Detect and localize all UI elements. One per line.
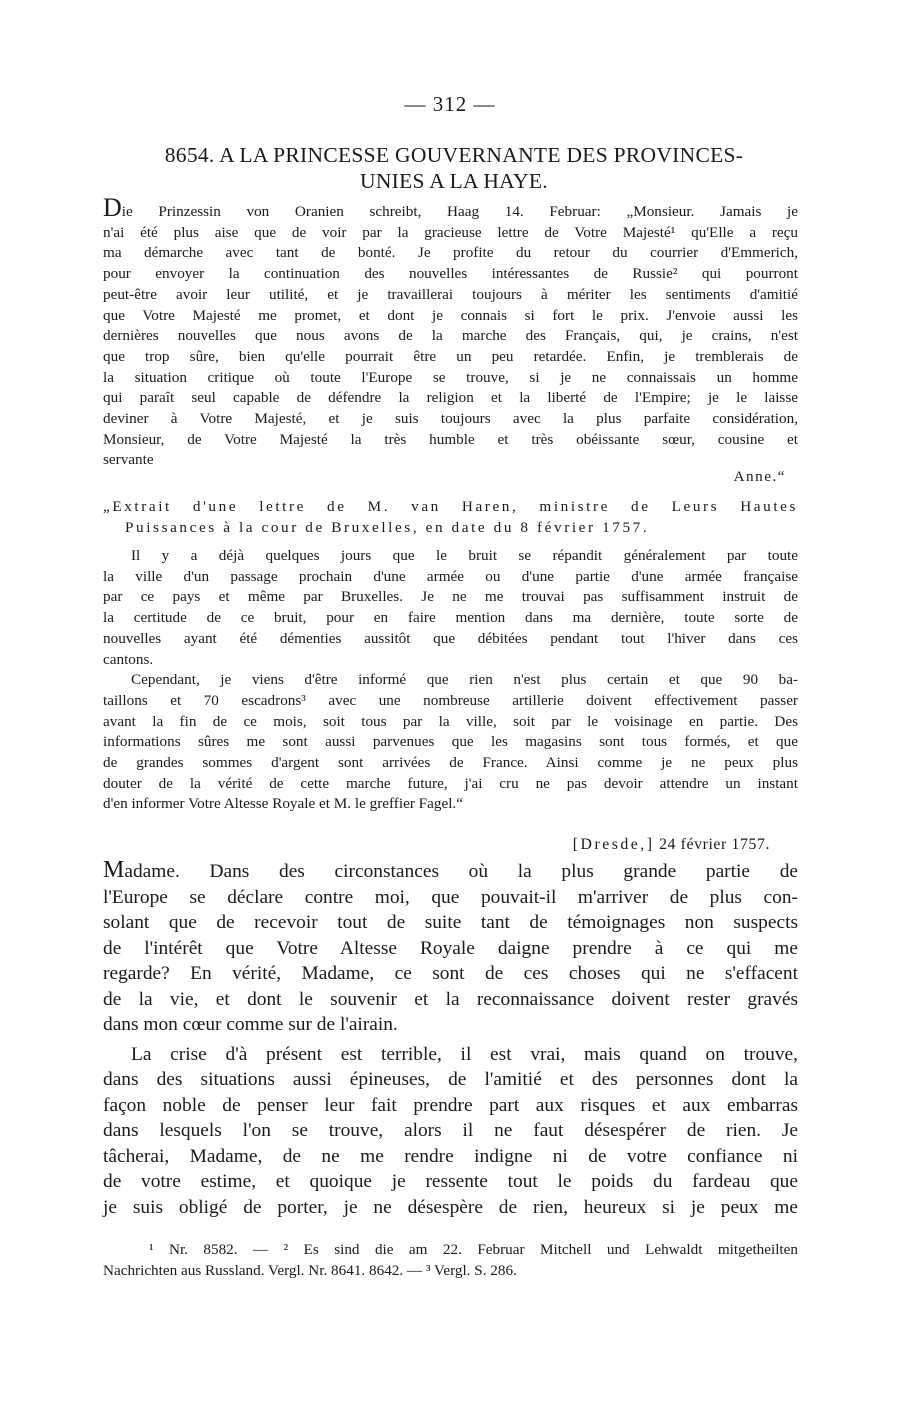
intro-last-line: servante <box>103 451 154 469</box>
extract-line: taillons et 70 escadrons³ avec une nombreuse artillerie doivent effectivement passer <box>103 691 798 709</box>
intro-line: la situation critique où toute l'Europe se trouve, si je ne connaissais un homme <box>103 368 798 386</box>
extract-line: douter de la vérité de cette marche future, j'ai cru ne pas devoir attendre un instant <box>103 774 798 792</box>
extract-title-line-2: Puissances à la cour de Bruxelles, en date du 8 février 1757. <box>125 519 650 536</box>
intro-dropcap: D <box>103 193 122 222</box>
page-number: — 312 — <box>404 92 496 116</box>
extract-line: de grandes sommes d'argent sont arrivées de France. Ainsi comme je ne peux plus <box>103 754 798 772</box>
letter-line: dans lesquels l'on se trouve, alors il ne faut désespérer de rien. Je <box>103 1120 798 1141</box>
letter-line: tâcherai, Madame, de ne me rendre indigne ni de votre confiance ni <box>103 1145 798 1167</box>
extract-line: informations sûres me sont aussi parvenues que les magasins sont tous formés, et que <box>103 733 798 751</box>
heading-line-2: UNIES A LA HAYE. <box>360 169 548 193</box>
letter-line: dans mon cœur comme sur de l'airain. <box>103 1014 398 1035</box>
extract-line: Il y a déjà quelques jours que le bruit se répandit généralement par toute <box>131 547 798 564</box>
letter-line: solant que de recevoir tout de suite tant de témoignages non suspects <box>103 912 798 933</box>
heading-line-1: 8654. A LA PRINCESSE GOUVERNANTE DES PROVINCES- <box>164 143 744 167</box>
extract-title-line-1: „Extrait d'une lettre de M. van Haren, ministre de Leurs Hautes <box>103 498 798 515</box>
extract-line: la certitude de ce bruit, pour en faire mention dans ma dernière, toute sorte de <box>103 609 798 627</box>
extract-line: Cependant, je viens d'être informé que rien n'est plus certain et que 90 ba- <box>131 671 798 689</box>
extract-line: la ville d'un passage prochain d'une armée ou d'une partie d'une armée française <box>103 567 798 585</box>
intro-line: dernières nouvelles que nous avons de la marche des Français, qui, je crains, n'est <box>103 327 798 345</box>
intro-line: peut-être avoir leur utilité, et je travaillerai toujours à mériter les sentiments d'amitié <box>103 285 798 303</box>
extract-title <box>103 496 798 538</box>
letter-line: de la vie, et dont le souvenir et la reconnaissance doivent rester gravés <box>103 988 798 1010</box>
extract-line: avant la fin de ce mois, soit tous par la ville, soit par le voisinage en partie. Des <box>103 712 798 730</box>
footnote-line-2: Nachrichten aus Russland. Vergl. Nr. 8641. 8642. — ³ Vergl. S. 286. <box>103 1261 517 1279</box>
intro-line: que Votre Majesté me promet, et dont je connais si fort le prix. J'envoie aussi les <box>103 306 798 324</box>
footnotes <box>103 1240 798 1281</box>
intro-line: n'ai été plus aise que de voir par la gracieuse lettre de Votre Majesté¹ qu'Elle a reçu <box>103 223 798 241</box>
letter-line: l'Europe se déclare contre moi, que pouvait-il m'arriver de plus con- <box>103 886 798 908</box>
footnote-line-1: ¹ Nr. 8582. — ² Es sind die am 22. Februar Mitchell und Lehwaldt mitgetheilten <box>149 1241 798 1258</box>
letter-body <box>103 858 798 1220</box>
letter-line: de l'intérêt que Votre Altesse Royale daigne prendre à ce qui me <box>103 937 798 959</box>
intro-line: qui paraît seul capable de défendre la religion et la liberté de l'Empire; je le laisse <box>103 389 798 407</box>
dateline-date: 24 février 1757. <box>659 836 770 853</box>
letter-line: La crise d'à présent est terrible, il est vrai, mais quand on trouve, <box>131 1043 798 1065</box>
signature: Anne.“ <box>733 468 786 486</box>
extract-body <box>103 546 798 815</box>
letter-line: Madame. Dans des circonstances où la plus grande partie de <box>103 857 798 883</box>
intro-line: Die Prinzessin von Oranien schreibt, Haag 14. Februar: „Monsieur. Jamais je <box>103 193 798 222</box>
intro-line: pour envoyer la continuation des nouvelles intéressantes de Russie² qui pourront <box>103 265 798 283</box>
letter-line: je suis obligé de porter, je ne désespère de rien, heureux si je peux me <box>103 1196 798 1218</box>
intro-line: que trop sûre, bien qu'elle pourrait être un peu retardée. Enfin, je tremblerais de <box>103 347 798 365</box>
letter-initial: M <box>103 857 125 883</box>
letter-line: dans des situations aussi épineuses, de l'amitié et des personnes dont la <box>103 1069 798 1090</box>
intro-line: Monsieur, de Votre Majesté la très humble et très obéissante sœur, cousine et <box>103 430 798 448</box>
intro-line: ma démarche avec tant de bonté. Je profite du retour du courrier d'Emmerich, <box>103 244 798 262</box>
dateline-place: [Dresde,] <box>572 836 655 853</box>
intro-paragraph <box>103 193 798 488</box>
letter-line: regarde? En vérité, Madame, ce sont de ces choses qui ne s'effacent <box>103 963 798 984</box>
letter-heading <box>104 142 804 194</box>
extract-line: cantons. <box>103 650 154 668</box>
letter-line: de votre estime, et quoique je ressente tout le poids du fardeau que <box>103 1171 798 1192</box>
intro-line: deviner à Votre Majesté, et je suis toujours avec la plus parfaite considération, <box>103 410 798 428</box>
letter-line: façon noble de penser leur fait prendre part aux risques et aux embarras <box>103 1094 798 1116</box>
extract-line: d'en informer Votre Altesse Royale et M. le greffier Fagel.“ <box>103 795 463 813</box>
extract-line: par ce pays et même par Bruxelles. Je ne me trouvai pas suffisamment instruit de <box>103 588 798 606</box>
extract-line: nouvelles ayant été démenties aussitôt que débitées pendant tout l'hiver dans ces <box>103 629 798 647</box>
dateline <box>573 836 770 854</box>
